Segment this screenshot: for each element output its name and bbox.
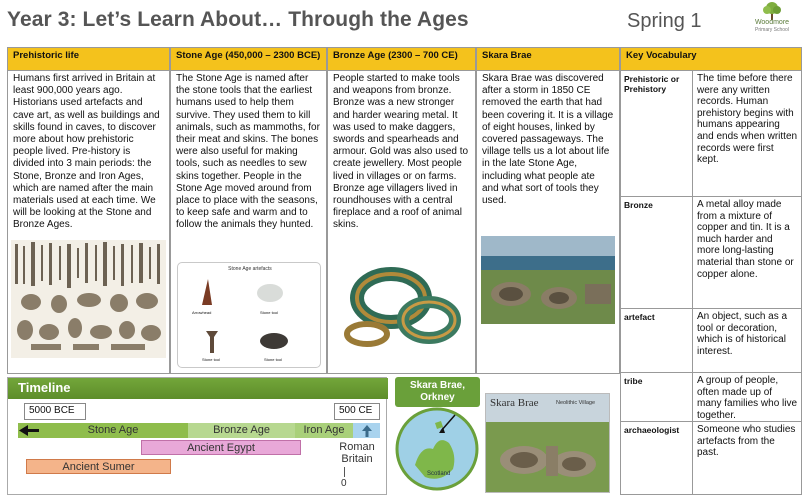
skara-brae-coast-image [481, 236, 615, 324]
vocab-row-bronze [620, 197, 802, 309]
tool-label-1: Arrowhead [192, 310, 212, 315]
school-logo [742, 0, 802, 38]
orkney-map [395, 377, 480, 495]
timeline-end-label: 500 CE [334, 403, 380, 420]
col-skara-brae-text: Skara Brae was discovered after a storm in 1850 CE removed the earth that had been covering it. It is a village of eight houses, linked by covered passageways. The village tells us a lot about life in the late Stone Age, including what people ate and what sort of tools they used. [482, 73, 614, 207]
photo-title: Skara Brae [490, 397, 539, 409]
arrow-up-icon [361, 424, 373, 438]
stone-age-tools-image [177, 262, 321, 368]
col-bronze-age-text: People started to make tools and weapons from bronze. Bronze was a new stronger and harder wearing metal. It was used to make daggers, swords and spearheads and armour. Gold was also used to create jewellery. Most people lived in villages or on farms. Bronze age villagers lived in roundhouses with a central fireplace and a roof of animal skins. [333, 73, 469, 231]
year-zero-tick [344, 467, 345, 477]
photo-subtitle: Neolithic Village [556, 400, 596, 406]
col-heading-bronze-age: Bronze Age (2300 – 700 CE) [327, 47, 476, 71]
stone-tools-caption: Stone Age artefacts [228, 266, 272, 272]
arrow-left-icon [18, 423, 40, 438]
vocab-term: Prehistoric or Prehistory [620, 71, 693, 196]
tool-label-2: Stone tool [260, 310, 279, 315]
roman-britain-label: Roman Britain [339, 441, 375, 465]
vocab-row-tribe [620, 373, 802, 422]
period-ancient-sumer: Ancient Sumer [26, 459, 171, 474]
skara-brae-village-photo [485, 393, 610, 493]
period-ancient-egypt: Ancient Egypt [141, 440, 301, 455]
logo-subtitle: Primary School [755, 27, 789, 33]
vocab-definition: Someone who studies artefacts from the past. [697, 424, 796, 459]
period-iron-age: Iron Age [295, 423, 353, 438]
vocab-term: tribe [620, 373, 693, 421]
col-heading-skara-brae: Skara Brae [476, 47, 620, 71]
map-scotland-label: Scotland [427, 471, 451, 477]
col-heading-stone-age: Stone Age (450,000 – 2300 BCE) [170, 47, 327, 71]
vocab-definition: A group of people, often made up of many families who live together. [697, 375, 798, 421]
vocab-term: Bronze [620, 197, 693, 308]
year-zero-label: 0 [341, 478, 347, 489]
logo-name: Woodmore [754, 19, 790, 26]
timeline [7, 377, 387, 495]
timeline-title: Timeline [18, 380, 71, 395]
prehistoric-artefacts-image [11, 240, 166, 358]
period-stone-age: Stone Age [87, 424, 139, 436]
bronze-bracelets-image [333, 258, 469, 354]
col-heading-vocabulary: Key Vocabulary [620, 47, 802, 71]
vocab-row-archaeologist [620, 422, 802, 495]
vocab-definition: An object, such as a tool or decoration, which is of historical interest. [697, 311, 788, 357]
tool-label-3: Stone tool [202, 357, 221, 362]
tool-label-4: Stone tool [264, 357, 283, 362]
tree-icon [758, 0, 786, 20]
map-title: Skara Brae, Orkney [409, 380, 466, 403]
page-title: Year 3: Let’s Learn About… Through the Ages [7, 8, 469, 31]
vocab-definition: The time before there were any written records. Human prehistory begins with humans appearing and ends when written records were first kept. [697, 73, 798, 166]
vocab-row-prehistoric [620, 71, 802, 197]
vocab-term: artefact [620, 309, 693, 372]
col-prehistoric-text: Humans first arrived in Britain at least 900,000 years ago. Historians used artefacts and cave art, as well as buildings and skills found in caves, to discover more about how prehistoric people lived. Pre-history is divided into 3 main periods: the Stone, Bronze and Iron Ages, which are named after the main materials used at each time. We will be looking at the Stone and Bronze Ages. [13, 73, 160, 231]
period-bronze-age: Bronze Age [188, 423, 295, 438]
col-heading-prehistoric: Prehistoric life [7, 47, 170, 71]
term-label: Spring 1 [627, 10, 702, 32]
timeline-start-label: 5000 BCE [24, 403, 86, 420]
vocab-term: archaeologist [620, 422, 693, 495]
col-skara-brae [476, 71, 620, 374]
vocab-definition: A metal alloy made from a mixture of copper and tin. It is a much harder and more long-lasting material than stone or copper alone. [697, 199, 794, 280]
vocab-row-artefact [620, 309, 802, 373]
col-stone-age-text: The Stone Age is named after the stone tools that the earliest humans used to help them survive. They used them to kill animals, such as mammoths, for their meat and skins. The bones were also useful for making tools, such as needles to sew skins together. People in the Stone Age moved around from place to place with the seasons, to keep safe and warm and to follow the animals they hunted. [176, 73, 320, 231]
